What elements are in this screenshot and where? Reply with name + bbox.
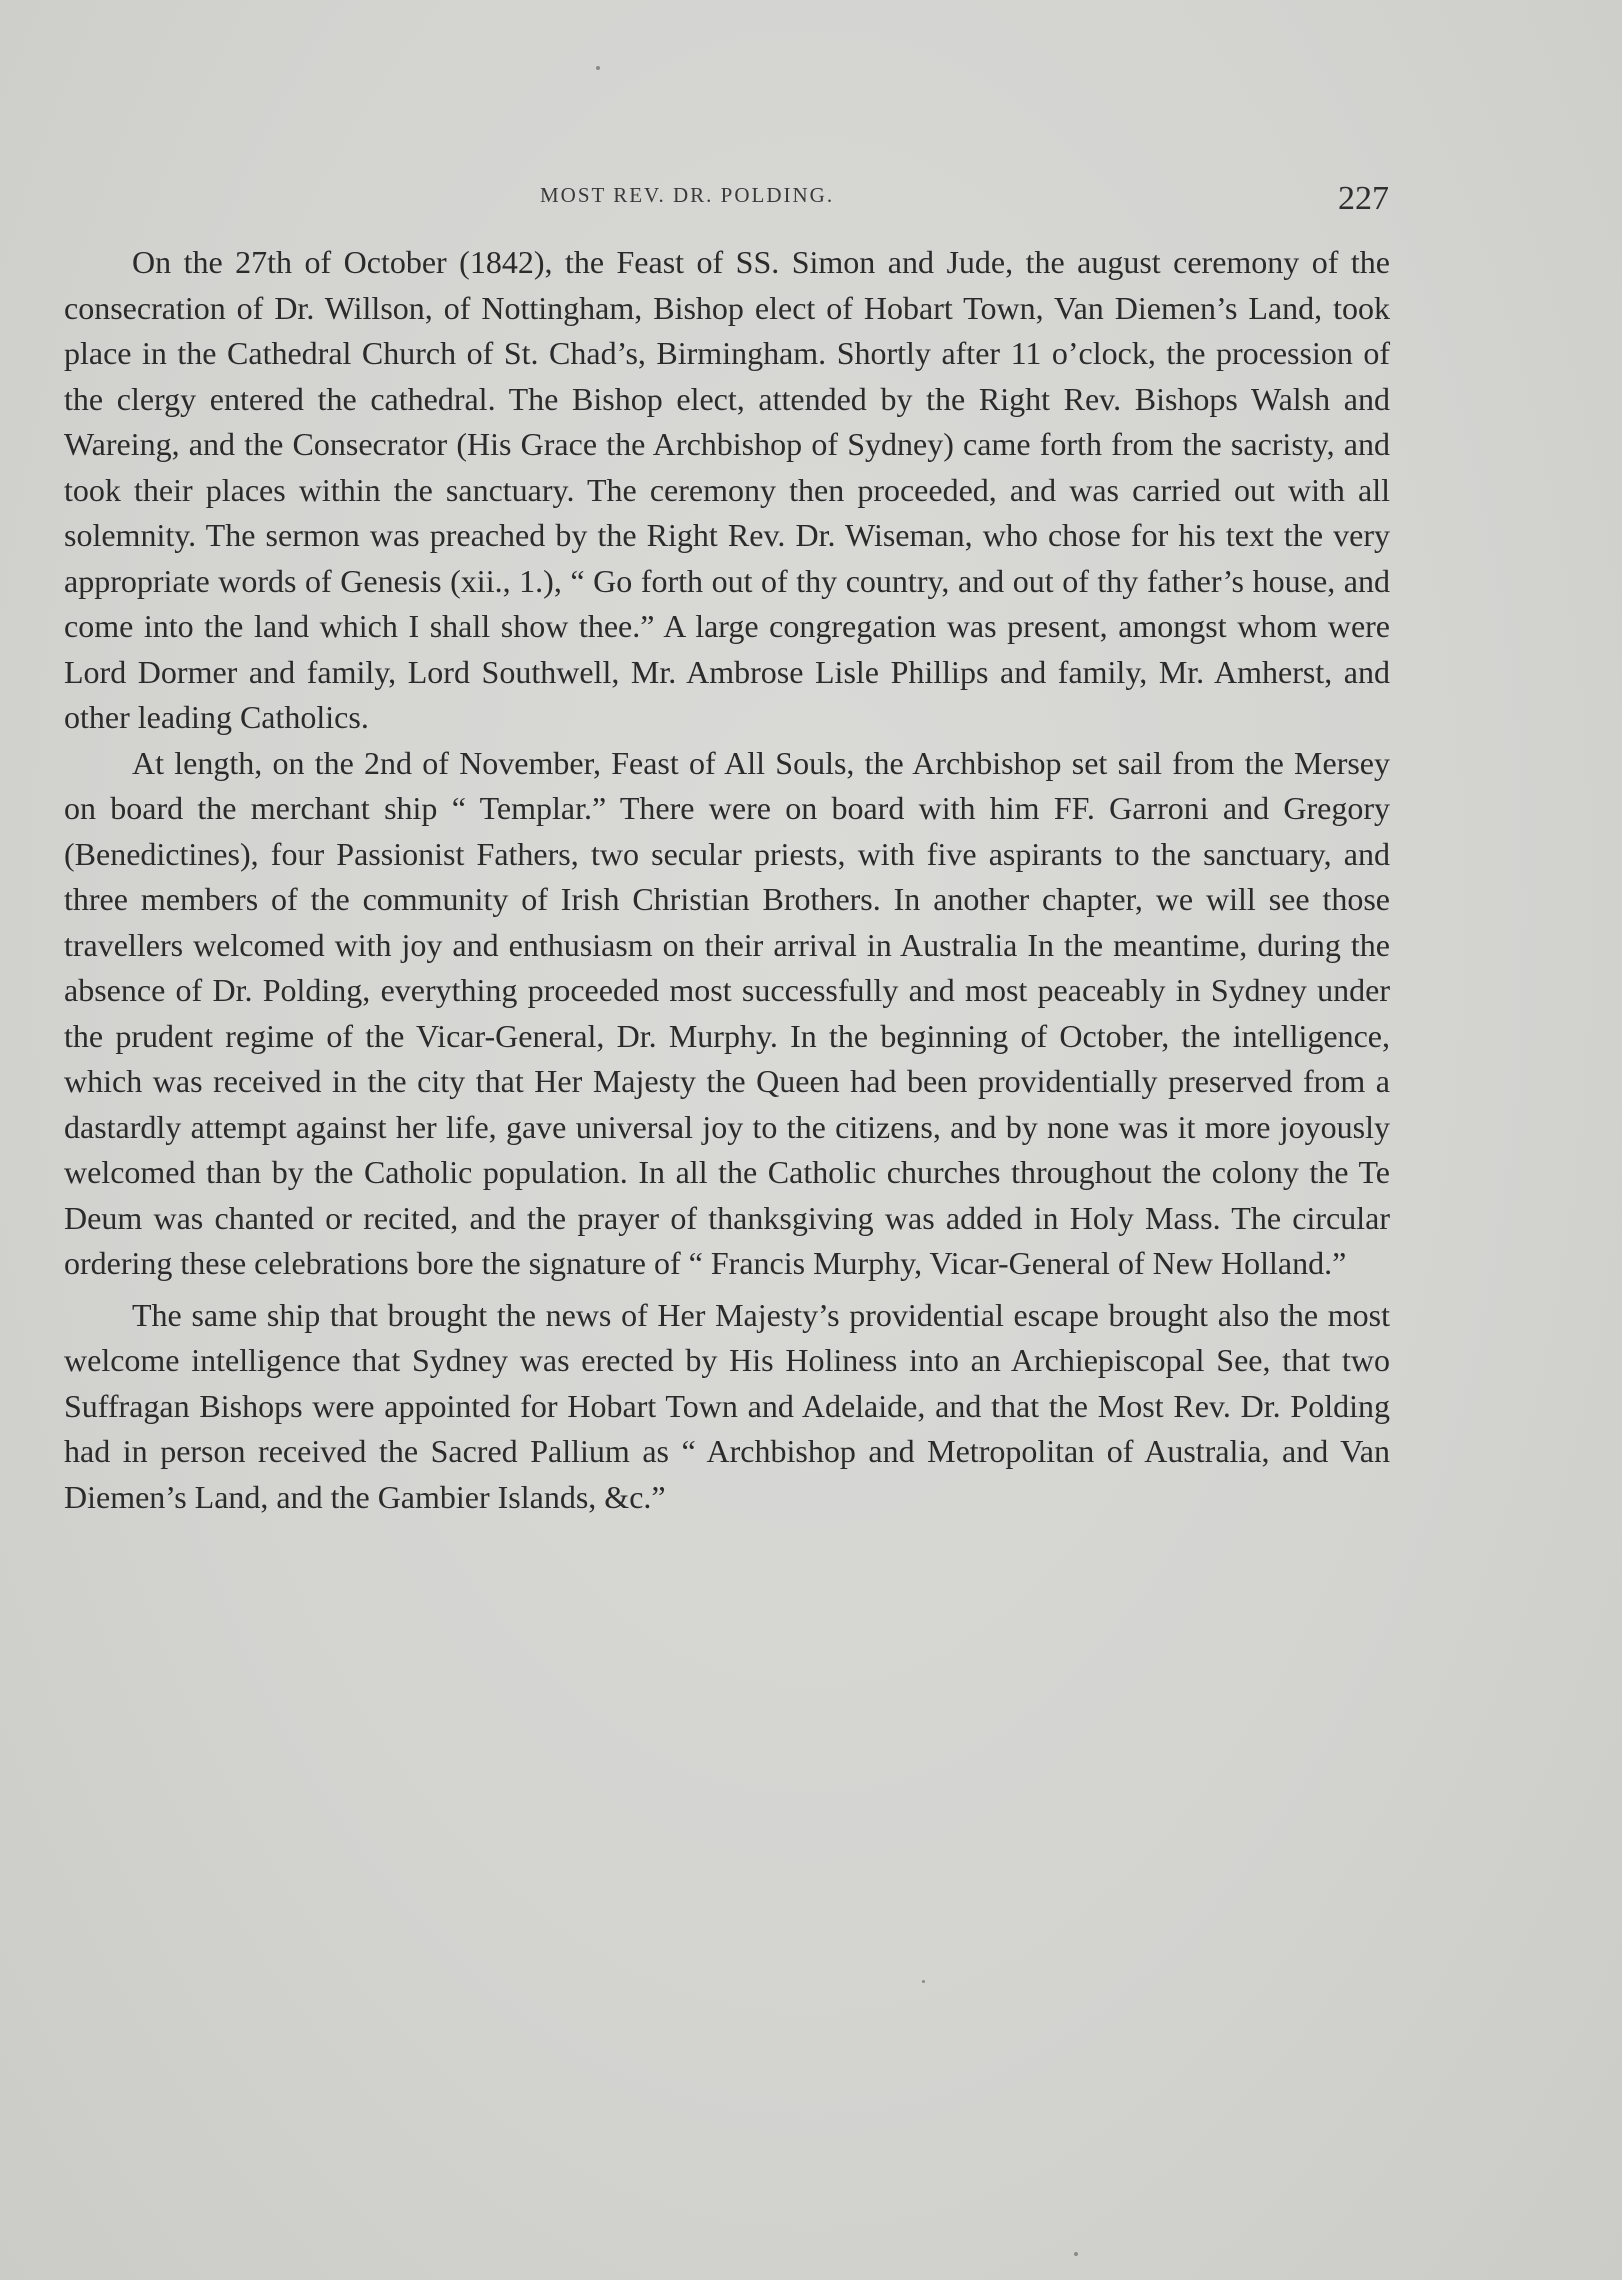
paper-speck [596,66,600,70]
paper-speck [1074,2252,1078,2256]
paragraph-departure: At length, on the 2nd of November, Feast of All Souls, the Archbishop set sail from the Mersey on board the merchant ship “ Templar.” There were on board with him FF. Garroni and Gregory (Benedictines), four Passionist Fathers, two secular priests, with five aspirants to the sanctuary, and three members of the community of Irish Christian Brothers. In another chapter, we will see those travellers welcomed with joy and enthusiasm on their arrival in Australia In the meantime, during the absence of Dr. Polding, everything proceeded most successfully and most peaceably in Sydney under the prudent regime of the Vicar-General, Dr. Murphy. In the beginning of October, the intelligence, which was received in the city that Her Majesty the Queen had been providentially preserved from a dastardly attempt against her life, gave universal joy to the citizens, and by none was it more joyously welcomed than by the Catholic population. In all the Catholic churches throughout the colony the Te Deum was chanted or recited, and the prayer of thanksgiving was added in Holy Mass. The circular ordering these celebrations bore the signature of “ Francis Murphy, Vicar-General of New Holland.” [64,744,1390,1281]
page-number: 227 [1338,180,1389,217]
paper-speck [922,1980,925,1983]
running-head: MOST REV. DR. POLDING. [540,183,835,207]
paragraph-archiepiscopal-see: The same ship that brought the news of Her Majesty’s providential escape brought also the most welcome intelligence that Sydney was erected by His Holiness into an Archiepiscopal See, that two Suffragan Bishops were appointed for Hobart Town and Adelaide, and that the Most Rev. Dr. Polding had in person received the Sacred Pallium as “ Archbishop and Metropolitan of Australia, and Van Diemen’s Land, and the Gambier Islands, &c.” [64,1296,1390,1515]
paragraph-consecration: On the 27th of October (1842), the Feast of SS. Simon and Jude, the august ceremony of the consecration of Dr. Willson, of Nottingham, Bishop elect of Hobart Town, Van Diemen’s Land, took place in the Cathedral Church of St. Chad’s, Birmingham. Shortly after 11 o’clock, the procession of the clergy entered the cathedral. The Bishop elect, attended by the Right Rev. Bishops Walsh and Wareing, and the Consecrator (His Grace the Archbishop of Sydney) came forth from the sacristy, and took their places within the sanctuary. The ceremony then proceeded, and was carried out with all solemnity. The sermon was preached by the Right Rev. Dr. Wiseman, who chose for his text the very appropriate words of Genesis (xii., 1.), “ Go forth out of thy country, and out of thy father’s house, and come into the land which I shall show thee.” A large congregation was present, amongst whom were Lord Dormer and family, Lord Southwell, Mr. Ambrose Lisle Phillips and family, Mr. Amherst, and other leading Catholics. [64,244,1390,735]
body-text [64,240,1390,1520]
